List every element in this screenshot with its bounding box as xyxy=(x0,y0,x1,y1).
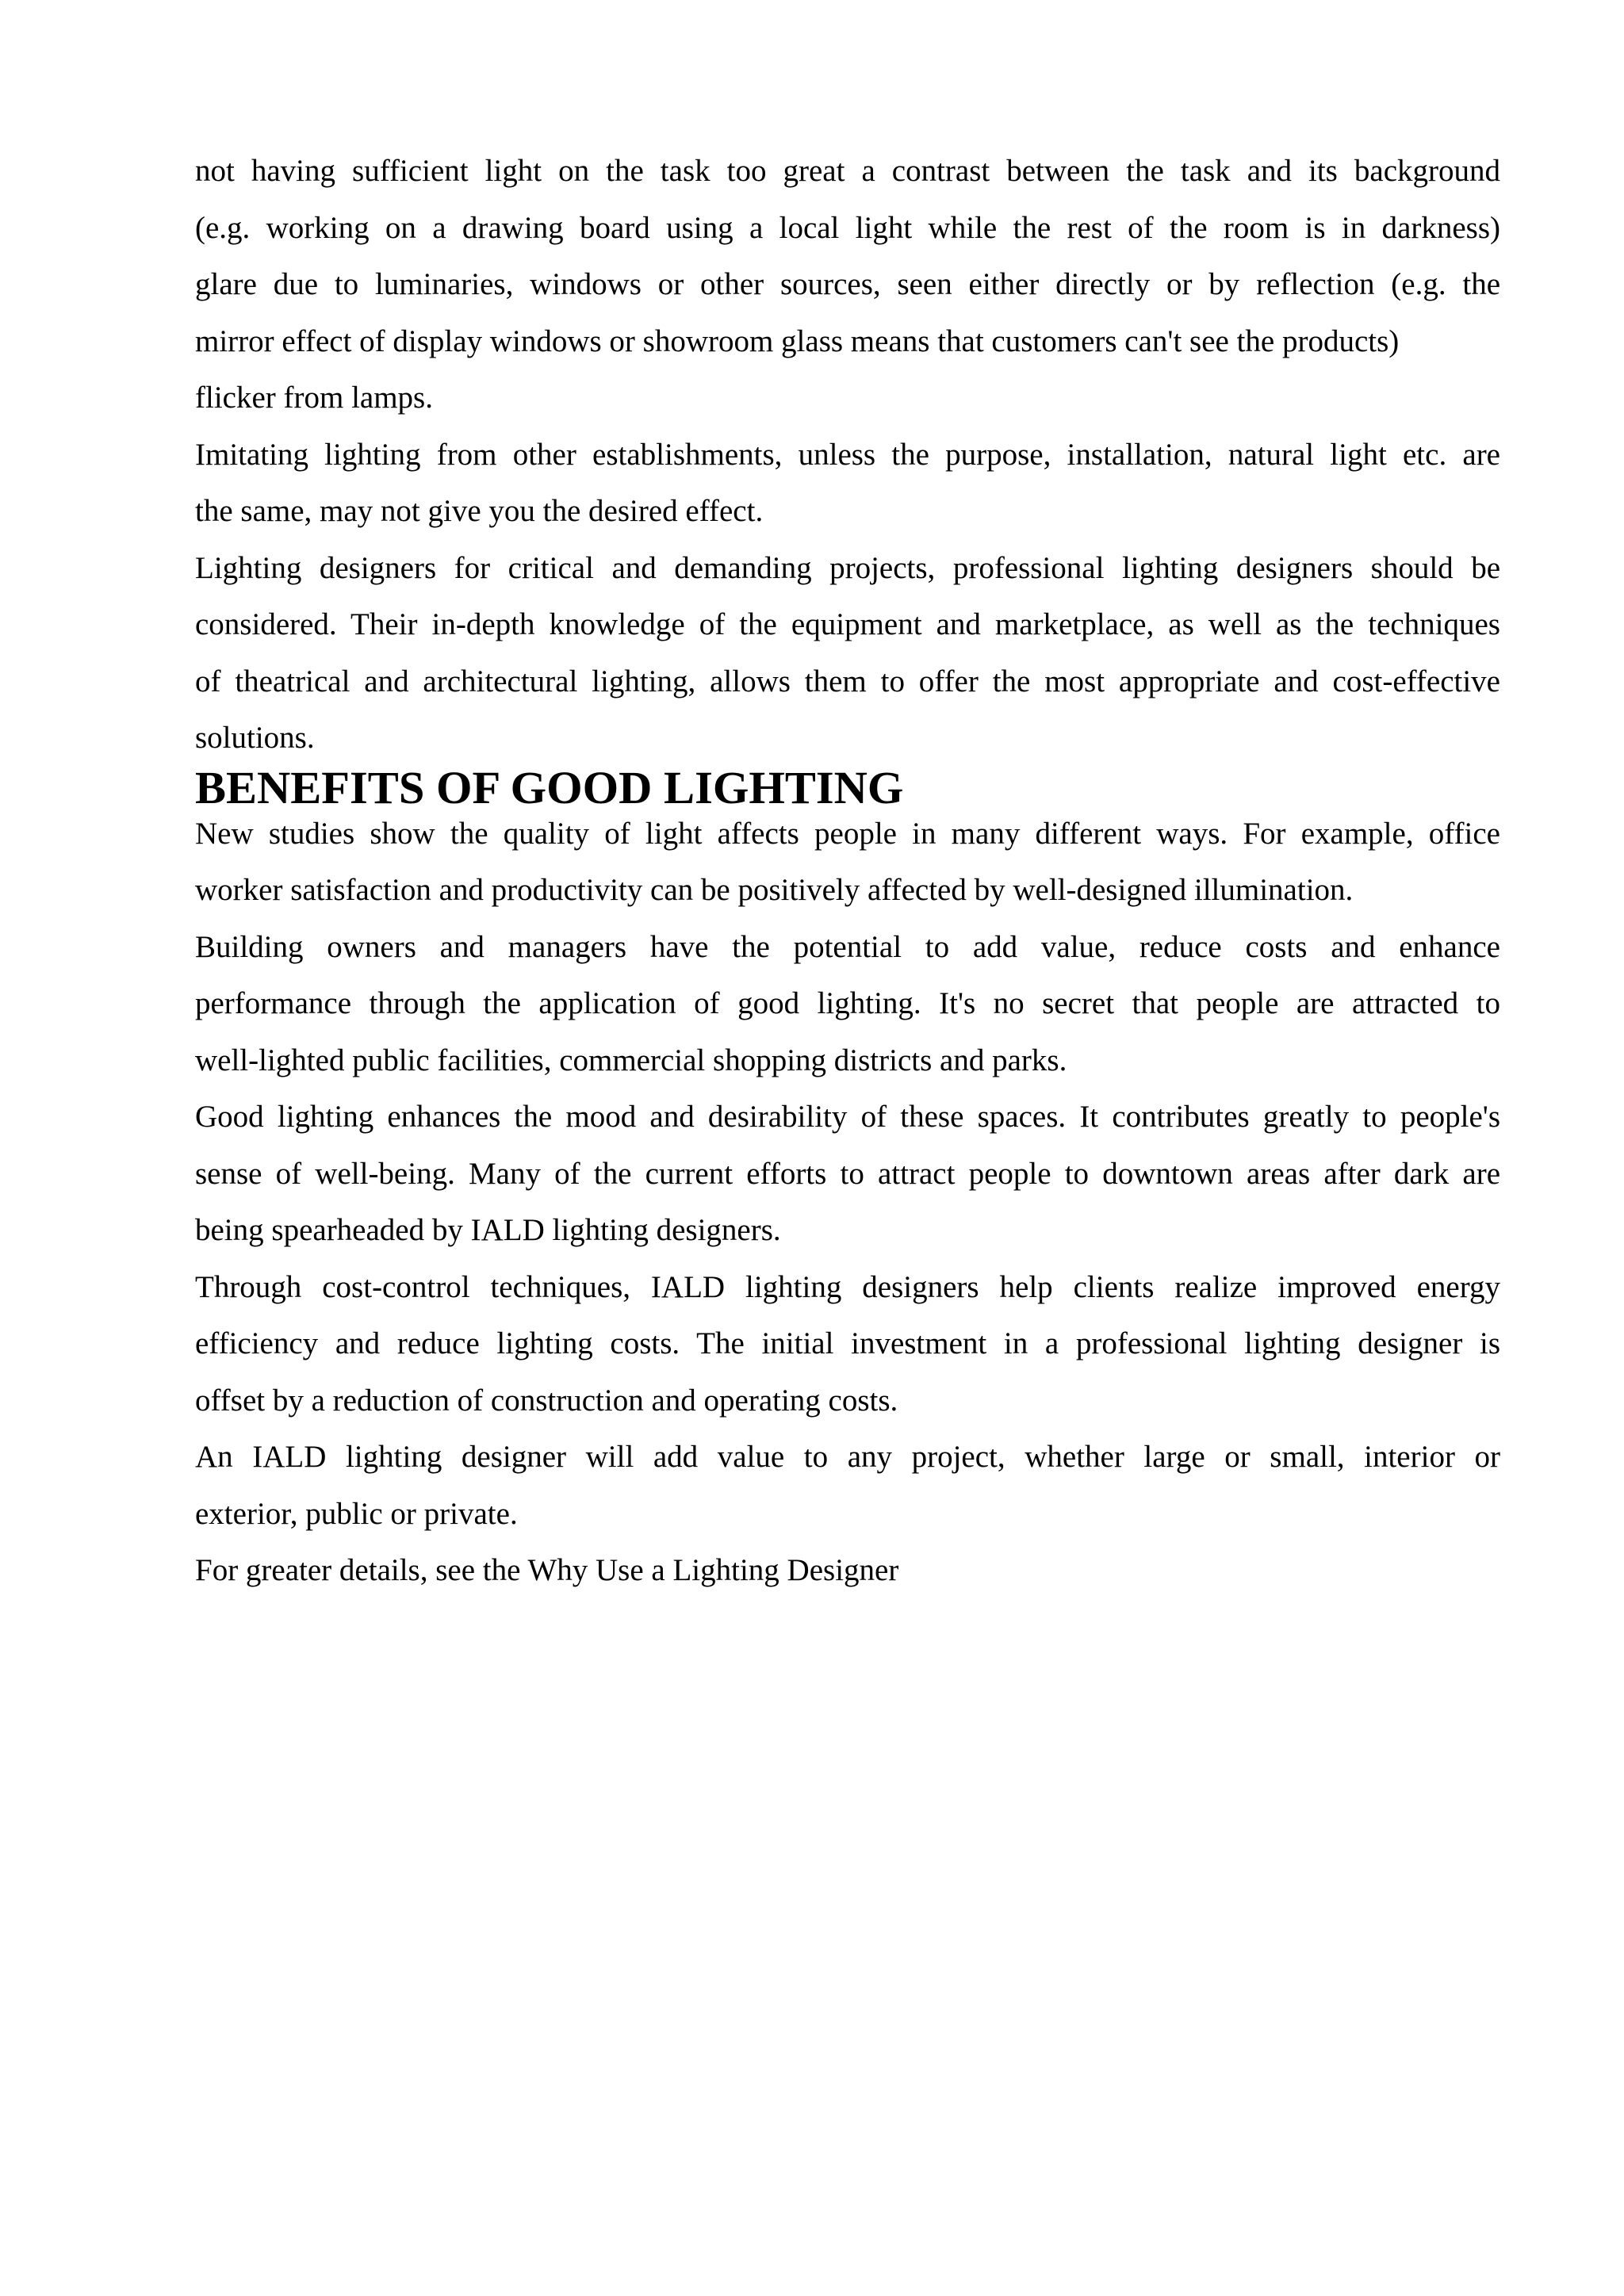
paragraph-good-lighting xyxy=(195,1089,1500,1259)
text-line: For greater details, see the Why Use a Lighting Designer xyxy=(195,1553,899,1587)
paragraph-new-studies xyxy=(195,806,1500,919)
section-heading: BENEFITS OF GOOD LIGHTING xyxy=(195,761,904,813)
text-line: Building owners and managers have the potential to add value, reduce costs and enhance xyxy=(195,929,1500,964)
text-line: efficiency and reduce lighting costs. The initial investment in a professional lighting designer is xyxy=(195,1326,1500,1360)
paragraph-building-owners xyxy=(195,919,1500,1089)
text-line: Imitating lighting from other establishments, unless the purpose, installation, natural light etc. are xyxy=(195,437,1500,472)
text-line: New studies show the quality of light affects people in many different ways. For example, office xyxy=(195,816,1500,851)
text-line: glare due to luminaries, windows or other sources, seen either directly or by reflection (e.g. the xyxy=(195,267,1500,301)
text-line: (e.g. working on a drawing board using a local light while the rest of the room is in darkness) xyxy=(195,210,1500,245)
text-line: exterior, public or private. xyxy=(195,1496,518,1531)
text-line: mirror effect of display windows or showroom glass means that customers can't see the products) xyxy=(195,323,1400,358)
document-body xyxy=(195,143,1500,1599)
text-line: An IALD lighting designer will add value to any project, whether large or small, interior or xyxy=(195,1440,1500,1474)
text-line: performance through the application of good lighting. It's no secret that people are attracted to xyxy=(195,986,1500,1020)
paragraph-greater-details xyxy=(195,1542,1500,1599)
paragraph-cost-control xyxy=(195,1259,1500,1429)
text-line: being spearheaded by IALD lighting designers. xyxy=(195,1213,781,1247)
text-line: not having sufficient light on the task too great a contrast between the task and its background xyxy=(195,154,1500,188)
text-line: Lighting designers for critical and demanding projects, professional lighting designers should be xyxy=(195,550,1500,585)
text-line: well-lighted public facilities, commercial shopping districts and parks. xyxy=(195,1043,1067,1077)
text-line: solutions. xyxy=(195,721,315,755)
paragraph-iald-value xyxy=(195,1429,1500,1542)
text-line: worker satisfaction and productivity can be positively affected by well-designed illumination. xyxy=(195,873,1354,907)
paragraph-lighting-problems xyxy=(195,143,1500,427)
text-line: considered. Their in-depth knowledge of the equipment and marketplace, as well as the techniques xyxy=(195,607,1500,641)
text-line: the same, may not give you the desired effect. xyxy=(195,494,764,528)
text-line: Through cost-control techniques, IALD lighting designers help clients realize improved energy xyxy=(195,1269,1500,1304)
paragraph-imitating-lighting xyxy=(195,427,1500,540)
text-line: Good lighting enhances the mood and desirability of these spaces. It contributes greatly to people's xyxy=(195,1100,1500,1134)
text-line: offset by a reduction of construction and operating costs. xyxy=(195,1383,898,1418)
text-line: sense of well-being. Many of the current efforts to attract people to downtown areas after dark are xyxy=(195,1156,1500,1191)
paragraph-lighting-designers xyxy=(195,540,1500,767)
text-line: flicker from lamps. xyxy=(195,381,433,415)
text-line: of theatrical and architectural lighting, allows them to offer the most appropriate and cost-effective xyxy=(195,664,1500,698)
